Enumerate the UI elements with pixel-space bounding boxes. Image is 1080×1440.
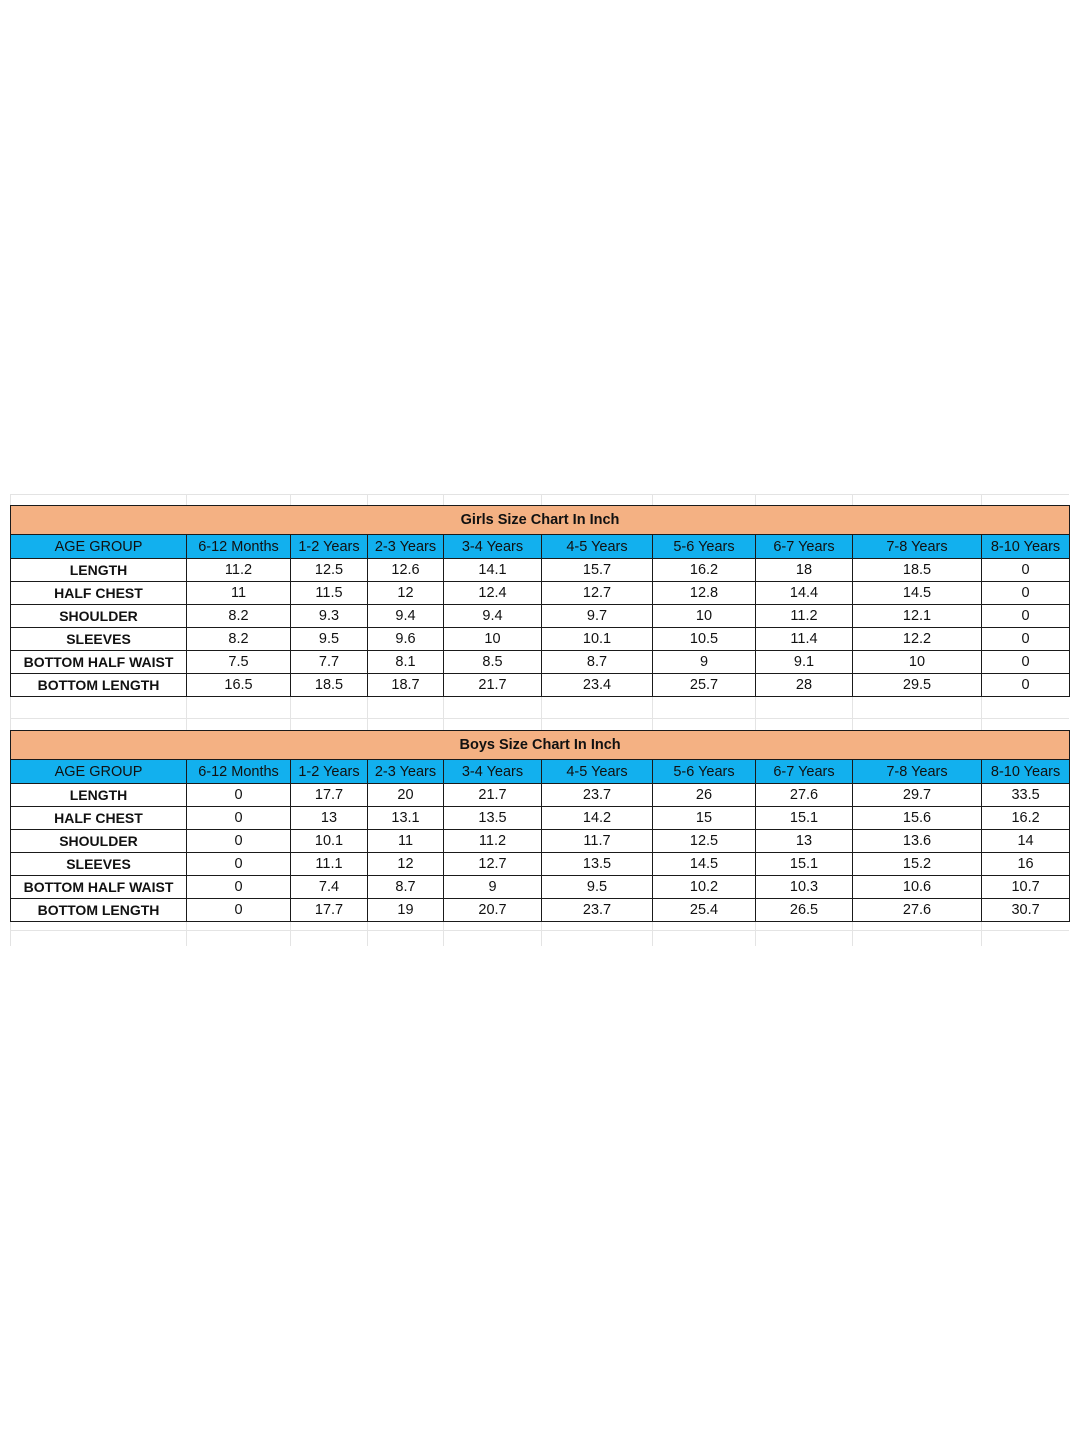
table-cell: 7.4 bbox=[291, 876, 368, 899]
table-cell: 13.6 bbox=[853, 830, 982, 853]
table-cell: 21.7 bbox=[444, 674, 542, 697]
table-cell: 10 bbox=[653, 605, 756, 628]
table-cell: 16 bbox=[982, 853, 1070, 876]
table-cell: 18 bbox=[756, 559, 853, 582]
row-label: BOTTOM LENGTH bbox=[11, 899, 187, 922]
table-cell: 19 bbox=[368, 899, 444, 922]
table-cell: 12.7 bbox=[542, 582, 653, 605]
table-cell: 8.2 bbox=[187, 605, 291, 628]
table-cell: 16.2 bbox=[653, 559, 756, 582]
table-cell: 18.5 bbox=[291, 674, 368, 697]
column-header: 1-2 Years bbox=[291, 535, 368, 559]
table-cell: 29.7 bbox=[853, 784, 982, 807]
table-cell: 20.7 bbox=[444, 899, 542, 922]
boys-table-title: Boys Size Chart In Inch bbox=[11, 731, 1070, 760]
table-cell: 12.7 bbox=[444, 853, 542, 876]
table-row bbox=[11, 651, 1070, 674]
table-cell: 14.2 bbox=[542, 807, 653, 830]
column-header: 8-10 Years bbox=[982, 535, 1070, 559]
table-cell: 26 bbox=[653, 784, 756, 807]
table-cell: 23.7 bbox=[542, 784, 653, 807]
table-cell: 17.7 bbox=[291, 784, 368, 807]
column-header: 8-10 Years bbox=[982, 760, 1070, 784]
boys-table-body bbox=[11, 784, 1070, 922]
row-label: SLEEVES bbox=[11, 628, 187, 651]
table-row bbox=[11, 853, 1070, 876]
table-cell: 0 bbox=[982, 628, 1070, 651]
table-cell: 15.1 bbox=[756, 807, 853, 830]
table-cell: 12.5 bbox=[291, 559, 368, 582]
table-cell: 30.7 bbox=[982, 899, 1070, 922]
table-cell: 9 bbox=[444, 876, 542, 899]
table-cell: 28 bbox=[756, 674, 853, 697]
table-cell: 27.6 bbox=[756, 784, 853, 807]
table-row bbox=[11, 899, 1070, 922]
table-cell: 16.5 bbox=[187, 674, 291, 697]
table-cell: 13.5 bbox=[444, 807, 542, 830]
table-cell: 20 bbox=[368, 784, 444, 807]
table-cell: 10 bbox=[853, 651, 982, 674]
table-cell: 12 bbox=[368, 853, 444, 876]
table-row bbox=[11, 784, 1070, 807]
table-cell: 12.8 bbox=[653, 582, 756, 605]
row-label: BOTTOM LENGTH bbox=[11, 674, 187, 697]
table-cell: 8.7 bbox=[542, 651, 653, 674]
table-cell: 9.4 bbox=[368, 605, 444, 628]
table-cell: 14.4 bbox=[756, 582, 853, 605]
table-cell: 10.6 bbox=[853, 876, 982, 899]
table-cell: 13 bbox=[756, 830, 853, 853]
table-cell: 12 bbox=[368, 582, 444, 605]
table-cell: 14.5 bbox=[853, 582, 982, 605]
column-header: 4-5 Years bbox=[542, 535, 653, 559]
table-cell: 12.6 bbox=[368, 559, 444, 582]
table-cell: 26.5 bbox=[756, 899, 853, 922]
table-cell: 10 bbox=[444, 628, 542, 651]
table-cell: 0 bbox=[982, 605, 1070, 628]
column-header: 1-2 Years bbox=[291, 760, 368, 784]
column-header: 4-5 Years bbox=[542, 760, 653, 784]
table-cell: 17.7 bbox=[291, 899, 368, 922]
table-cell: 0 bbox=[187, 899, 291, 922]
table-cell: 8.7 bbox=[368, 876, 444, 899]
table-cell: 33.5 bbox=[982, 784, 1070, 807]
column-header: 6-12 Months bbox=[187, 535, 291, 559]
table-cell: 11 bbox=[368, 830, 444, 853]
boys-header-row bbox=[11, 760, 1070, 784]
boys-size-table bbox=[10, 730, 1070, 922]
table-cell: 12.1 bbox=[853, 605, 982, 628]
column-header: 7-8 Years bbox=[853, 760, 982, 784]
table-cell: 9.4 bbox=[444, 605, 542, 628]
table-cell: 18.5 bbox=[853, 559, 982, 582]
table-row bbox=[11, 628, 1070, 651]
table-cell: 11.2 bbox=[187, 559, 291, 582]
table-cell: 14.5 bbox=[653, 853, 756, 876]
girls-table-body bbox=[11, 559, 1070, 697]
table-cell: 9.6 bbox=[368, 628, 444, 651]
table-cell: 18.7 bbox=[368, 674, 444, 697]
table-cell: 14.1 bbox=[444, 559, 542, 582]
table-cell: 10.5 bbox=[653, 628, 756, 651]
table-cell: 9 bbox=[653, 651, 756, 674]
column-header: 6-7 Years bbox=[756, 760, 853, 784]
table-cell: 15 bbox=[653, 807, 756, 830]
table-cell: 0 bbox=[187, 830, 291, 853]
table-cell: 13 bbox=[291, 807, 368, 830]
row-label: BOTTOM HALF WAIST bbox=[11, 651, 187, 674]
column-header: 3-4 Years bbox=[444, 760, 542, 784]
table-row bbox=[11, 559, 1070, 582]
column-header: 7-8 Years bbox=[853, 535, 982, 559]
table-row bbox=[11, 605, 1070, 628]
table-cell: 11 bbox=[187, 582, 291, 605]
table-cell: 0 bbox=[187, 807, 291, 830]
table-cell: 9.3 bbox=[291, 605, 368, 628]
girls-table-title: Girls Size Chart In Inch bbox=[11, 506, 1070, 535]
table-cell: 11.2 bbox=[444, 830, 542, 853]
table-cell: 15.2 bbox=[853, 853, 982, 876]
table-cell: 25.7 bbox=[653, 674, 756, 697]
table-cell: 25.4 bbox=[653, 899, 756, 922]
table-cell: 0 bbox=[982, 651, 1070, 674]
row-label: HALF CHEST bbox=[11, 582, 187, 605]
table-cell: 8.1 bbox=[368, 651, 444, 674]
girls-size-table bbox=[10, 505, 1070, 697]
table-cell: 11.4 bbox=[756, 628, 853, 651]
sheet-gridline bbox=[10, 718, 1069, 719]
row-label: HALF CHEST bbox=[11, 807, 187, 830]
row-label: LENGTH bbox=[11, 784, 187, 807]
table-cell: 15.1 bbox=[756, 853, 853, 876]
table-row bbox=[11, 876, 1070, 899]
row-label: SHOULDER bbox=[11, 830, 187, 853]
table-row bbox=[11, 674, 1070, 697]
table-row bbox=[11, 830, 1070, 853]
table-cell: 13.5 bbox=[542, 853, 653, 876]
table-cell: 11.5 bbox=[291, 582, 368, 605]
column-header: 2-3 Years bbox=[368, 535, 444, 559]
column-header: 5-6 Years bbox=[653, 760, 756, 784]
table-cell: 21.7 bbox=[444, 784, 542, 807]
table-cell: 8.2 bbox=[187, 628, 291, 651]
table-cell: 11.2 bbox=[756, 605, 853, 628]
table-cell: 15.7 bbox=[542, 559, 653, 582]
spreadsheet-area bbox=[10, 494, 1069, 946]
girls-header-row bbox=[11, 535, 1070, 559]
table-cell: 10.7 bbox=[982, 876, 1070, 899]
row-label: BOTTOM HALF WAIST bbox=[11, 876, 187, 899]
table-cell: 23.4 bbox=[542, 674, 653, 697]
table-cell: 0 bbox=[187, 876, 291, 899]
table-cell: 10.1 bbox=[542, 628, 653, 651]
sheet-gridline bbox=[10, 930, 1069, 931]
column-header: 3-4 Years bbox=[444, 535, 542, 559]
table-cell: 15.6 bbox=[853, 807, 982, 830]
table-cell: 0 bbox=[982, 582, 1070, 605]
table-cell: 9.5 bbox=[291, 628, 368, 651]
table-cell: 16.2 bbox=[982, 807, 1070, 830]
table-cell: 12.4 bbox=[444, 582, 542, 605]
table-cell: 0 bbox=[982, 559, 1070, 582]
table-cell: 10.3 bbox=[756, 876, 853, 899]
table-row bbox=[11, 807, 1070, 830]
row-label: LENGTH bbox=[11, 559, 187, 582]
column-header: 6-12 Months bbox=[187, 760, 291, 784]
table-cell: 11.7 bbox=[542, 830, 653, 853]
table-cell: 0 bbox=[187, 784, 291, 807]
table-cell: 29.5 bbox=[853, 674, 982, 697]
table-cell: 27.6 bbox=[853, 899, 982, 922]
table-cell: 0 bbox=[982, 674, 1070, 697]
table-cell: 9.5 bbox=[542, 876, 653, 899]
table-cell: 10.2 bbox=[653, 876, 756, 899]
table-cell: 10.1 bbox=[291, 830, 368, 853]
table-cell: 13.1 bbox=[368, 807, 444, 830]
row-label: SHOULDER bbox=[11, 605, 187, 628]
table-cell: 23.7 bbox=[542, 899, 653, 922]
row-label: SLEEVES bbox=[11, 853, 187, 876]
table-cell: 9.7 bbox=[542, 605, 653, 628]
table-cell: 8.5 bbox=[444, 651, 542, 674]
table-cell: 14 bbox=[982, 830, 1070, 853]
column-header: 2-3 Years bbox=[368, 760, 444, 784]
table-cell: 11.1 bbox=[291, 853, 368, 876]
table-cell: 12.5 bbox=[653, 830, 756, 853]
column-header: 5-6 Years bbox=[653, 535, 756, 559]
table-row bbox=[11, 582, 1070, 605]
table-cell: 9.1 bbox=[756, 651, 853, 674]
table-cell: 7.7 bbox=[291, 651, 368, 674]
table-cell: 7.5 bbox=[187, 651, 291, 674]
column-header: AGE GROUP bbox=[11, 535, 187, 559]
table-cell: 12.2 bbox=[853, 628, 982, 651]
column-header: AGE GROUP bbox=[11, 760, 187, 784]
table-cell: 0 bbox=[187, 853, 291, 876]
column-header: 6-7 Years bbox=[756, 535, 853, 559]
